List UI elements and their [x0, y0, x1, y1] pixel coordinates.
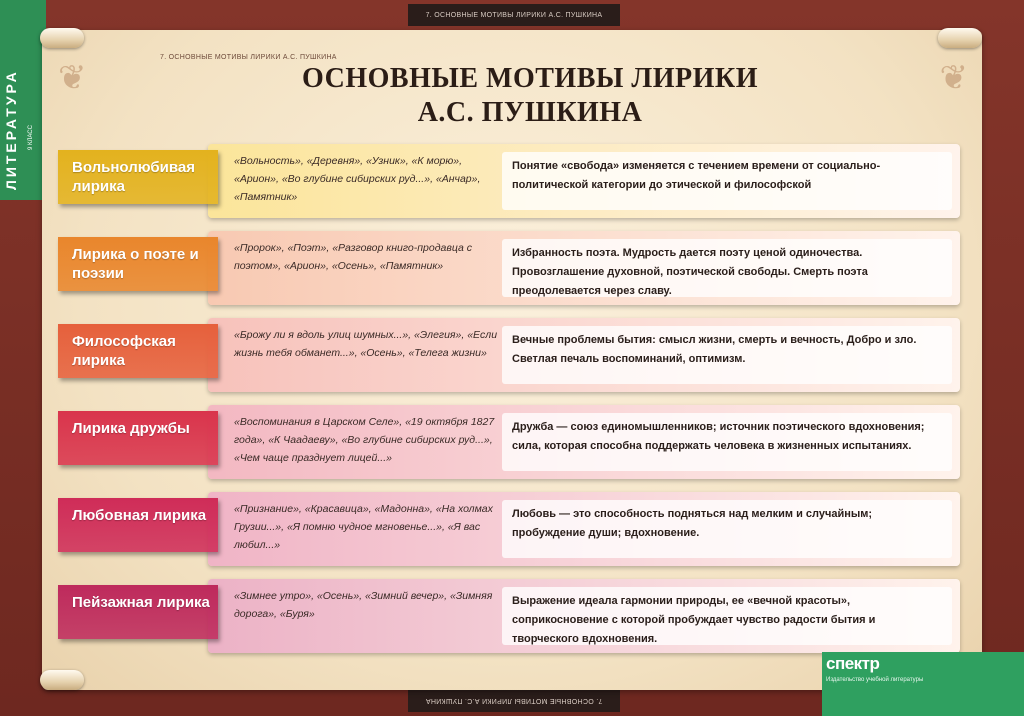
bottom-tab: 7. ОСНОВНЫЕ МОТИВЫ ЛИРИКИ А.С. ПУШКИНА: [408, 690, 620, 712]
motif-works: «Воспоминания в Царском Селе», «19 октября 1827 года», «К Чаадаеву», «Во глубине сибирских руд...», «Чем чаще празднует лицей...»: [234, 416, 495, 464]
title-line-2: А.С. ПУШКИНА: [417, 97, 643, 128]
motif-label: Вольнолюбивая лирика: [58, 150, 218, 204]
scroll-roll-bottom-left: [40, 670, 84, 690]
scroll-roll-top-right: [938, 28, 982, 48]
motif-row: [58, 405, 960, 479]
motif-label: Любовная лирика: [58, 498, 218, 552]
publisher-logo: [822, 652, 1024, 716]
motif-description: Вечные проблемы бытия: смысл жизни, смерть и вечность, Добро и зло. Светлая печаль воспоминаний, оптимизм.: [502, 326, 952, 384]
logo-brand: спектр: [826, 654, 880, 673]
logo-caption: Издательство учебной литературы: [826, 677, 924, 683]
ornament-left-icon: ❦: [58, 58, 87, 98]
motif-description: Любовь — это способность подняться над мелким и случайным; пробуждение души; вдохновение.: [502, 500, 952, 558]
motif-description: Дружба — союз единомышленников; источник поэтического вдохновения; сила, которая способна поддержать человека в жизненных испытаниях.: [502, 413, 952, 471]
motif-label: Философская лирика: [58, 324, 218, 378]
motif-row: [58, 318, 960, 392]
motif-description: Выражение идеала гармонии природы, ее «вечной красоты», соприкосновение с которой пробуждает чувство радости бытия и творческого вдохновения.: [502, 587, 952, 645]
motif-label: Пейзажная лирика: [58, 585, 218, 639]
motif-row: [58, 144, 960, 218]
scroll-roll-top-left: [40, 28, 84, 48]
subject-title: ЛИТЕРАТУРА: [3, 69, 19, 190]
motif-works: «Пророк», «Поэт», «Разговор книго-продавца с поэтом», «Арион», «Осень», «Памятник»: [234, 242, 472, 272]
motif-label: Лирика о поэте и поэзии: [58, 237, 218, 291]
motif-row: [58, 231, 960, 305]
motif-works: «Брожу ли я вдоль улиц шумных...», «Элегия», «Если жизнь тебя обманет...», «Осень», «Телега жизни»: [234, 329, 498, 359]
scroll-caption: 7. ОСНОВНЫЕ МОТИВЫ ЛИРИКИ А.С. ПУШКИНА: [160, 54, 337, 61]
ornament-right-icon: ❦: [939, 58, 968, 98]
motif-label: Лирика дружбы: [58, 411, 218, 465]
motif-description: Избранность поэта. Мудрость дается поэту ценой одиночества. Провозглашение духовной, поэтической свободы. Смерть поэта преодолевается через славу.: [502, 239, 952, 297]
title-line-1: ОСНОВНЫЕ МОТИВЫ ЛИРИКИ: [302, 63, 758, 94]
motif-row: [58, 492, 960, 566]
page-title: [150, 62, 910, 130]
motif-description: Понятие «свобода» изменяется с течением времени от социально-политической категории до этической и философской: [502, 152, 952, 210]
top-tab: 7. ОСНОВНЫЕ МОТИВЫ ЛИРИКИ А.С. ПУШКИНА: [408, 4, 620, 26]
motif-works: «Признание», «Красавица», «Мадонна», «На холмах Грузии...», «Я помню чудное мгновенье...», «Я вас любил...»: [234, 503, 493, 551]
grade-label: 9 КЛАСС: [28, 125, 34, 150]
motif-works: «Зимнее утро», «Осень», «Зимний вечер», «Зимняя дорога», «Буря»: [234, 590, 493, 620]
motif-row: [58, 579, 960, 653]
motif-works: «Вольность», «Деревня», «Узник», «К морю», «Арион», «Во глубине сибирских руд...», «Анчар», «Памятник»: [234, 155, 481, 203]
